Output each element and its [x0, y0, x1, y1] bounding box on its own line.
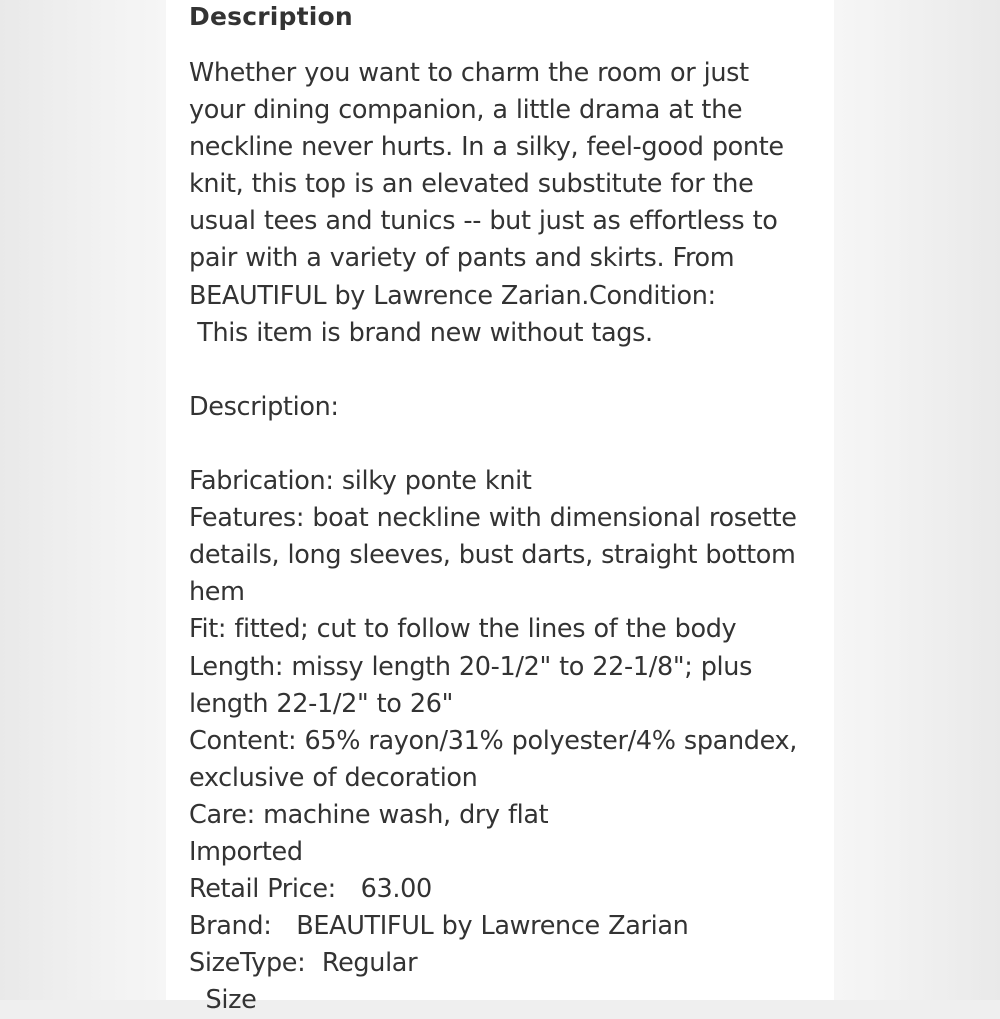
- detail-line-brand: Brand: BEAUTIFUL by Lawrence Zarian: [189, 911, 689, 942]
- spacer: [189, 426, 829, 463]
- detail-line-fabrication: Fabrication: silky ponte knit: [189, 466, 532, 497]
- intro-line: your dining companion, a little drama at the: [189, 95, 743, 126]
- detail-line-features-cont: details, long sleeves, bust darts, straight bottom: [189, 540, 796, 571]
- section-heading: Description: [189, 2, 353, 31]
- condition-line: This item is brand new without tags.: [189, 317, 653, 348]
- spacer: [189, 352, 829, 389]
- description-panel: [166, 0, 834, 1016]
- description-body: [189, 55, 829, 1019]
- intro-line: BEAUTIFUL by Lawrence Zarian.Condition:: [189, 280, 716, 311]
- detail-line-fit: Fit: fitted; cut to follow the lines of the body: [189, 614, 737, 645]
- detail-line-content: Content: 65% rayon/31% polyester/4% spandex,: [189, 725, 797, 756]
- intro-line: neckline never hurts. In a silky, feel-good ponte: [189, 132, 784, 163]
- intro-line: usual tees and tunics -- but just as effortless to: [189, 206, 778, 237]
- detail-line-size-type: SizeType: Regular: [189, 948, 418, 979]
- details-subheading: Description:: [189, 391, 339, 422]
- detail-line-length-cont: length 22-1/2" to 26": [189, 688, 453, 719]
- detail-line-length: Length: missy length 20-1/2" to 22-1/8"; plus: [189, 651, 753, 682]
- detail-line-retail-price: Retail Price: 63.00: [189, 874, 432, 905]
- detail-line-features: Features: boat neckline with dimensional rosette: [189, 503, 797, 534]
- detail-line-size: Size: [189, 985, 257, 1016]
- detail-line-imported: Imported: [189, 836, 303, 867]
- detail-line-care: Care: machine wash, dry flat: [189, 799, 549, 830]
- intro-line: pair with a variety of pants and skirts. From: [189, 243, 735, 274]
- detail-line-features-cont: hem: [189, 577, 245, 608]
- intro-line: knit, this top is an elevated substitute for the: [189, 169, 754, 200]
- detail-line-content-cont: exclusive of decoration: [189, 762, 478, 793]
- intro-line: Whether you want to charm the room or just: [189, 58, 749, 88]
